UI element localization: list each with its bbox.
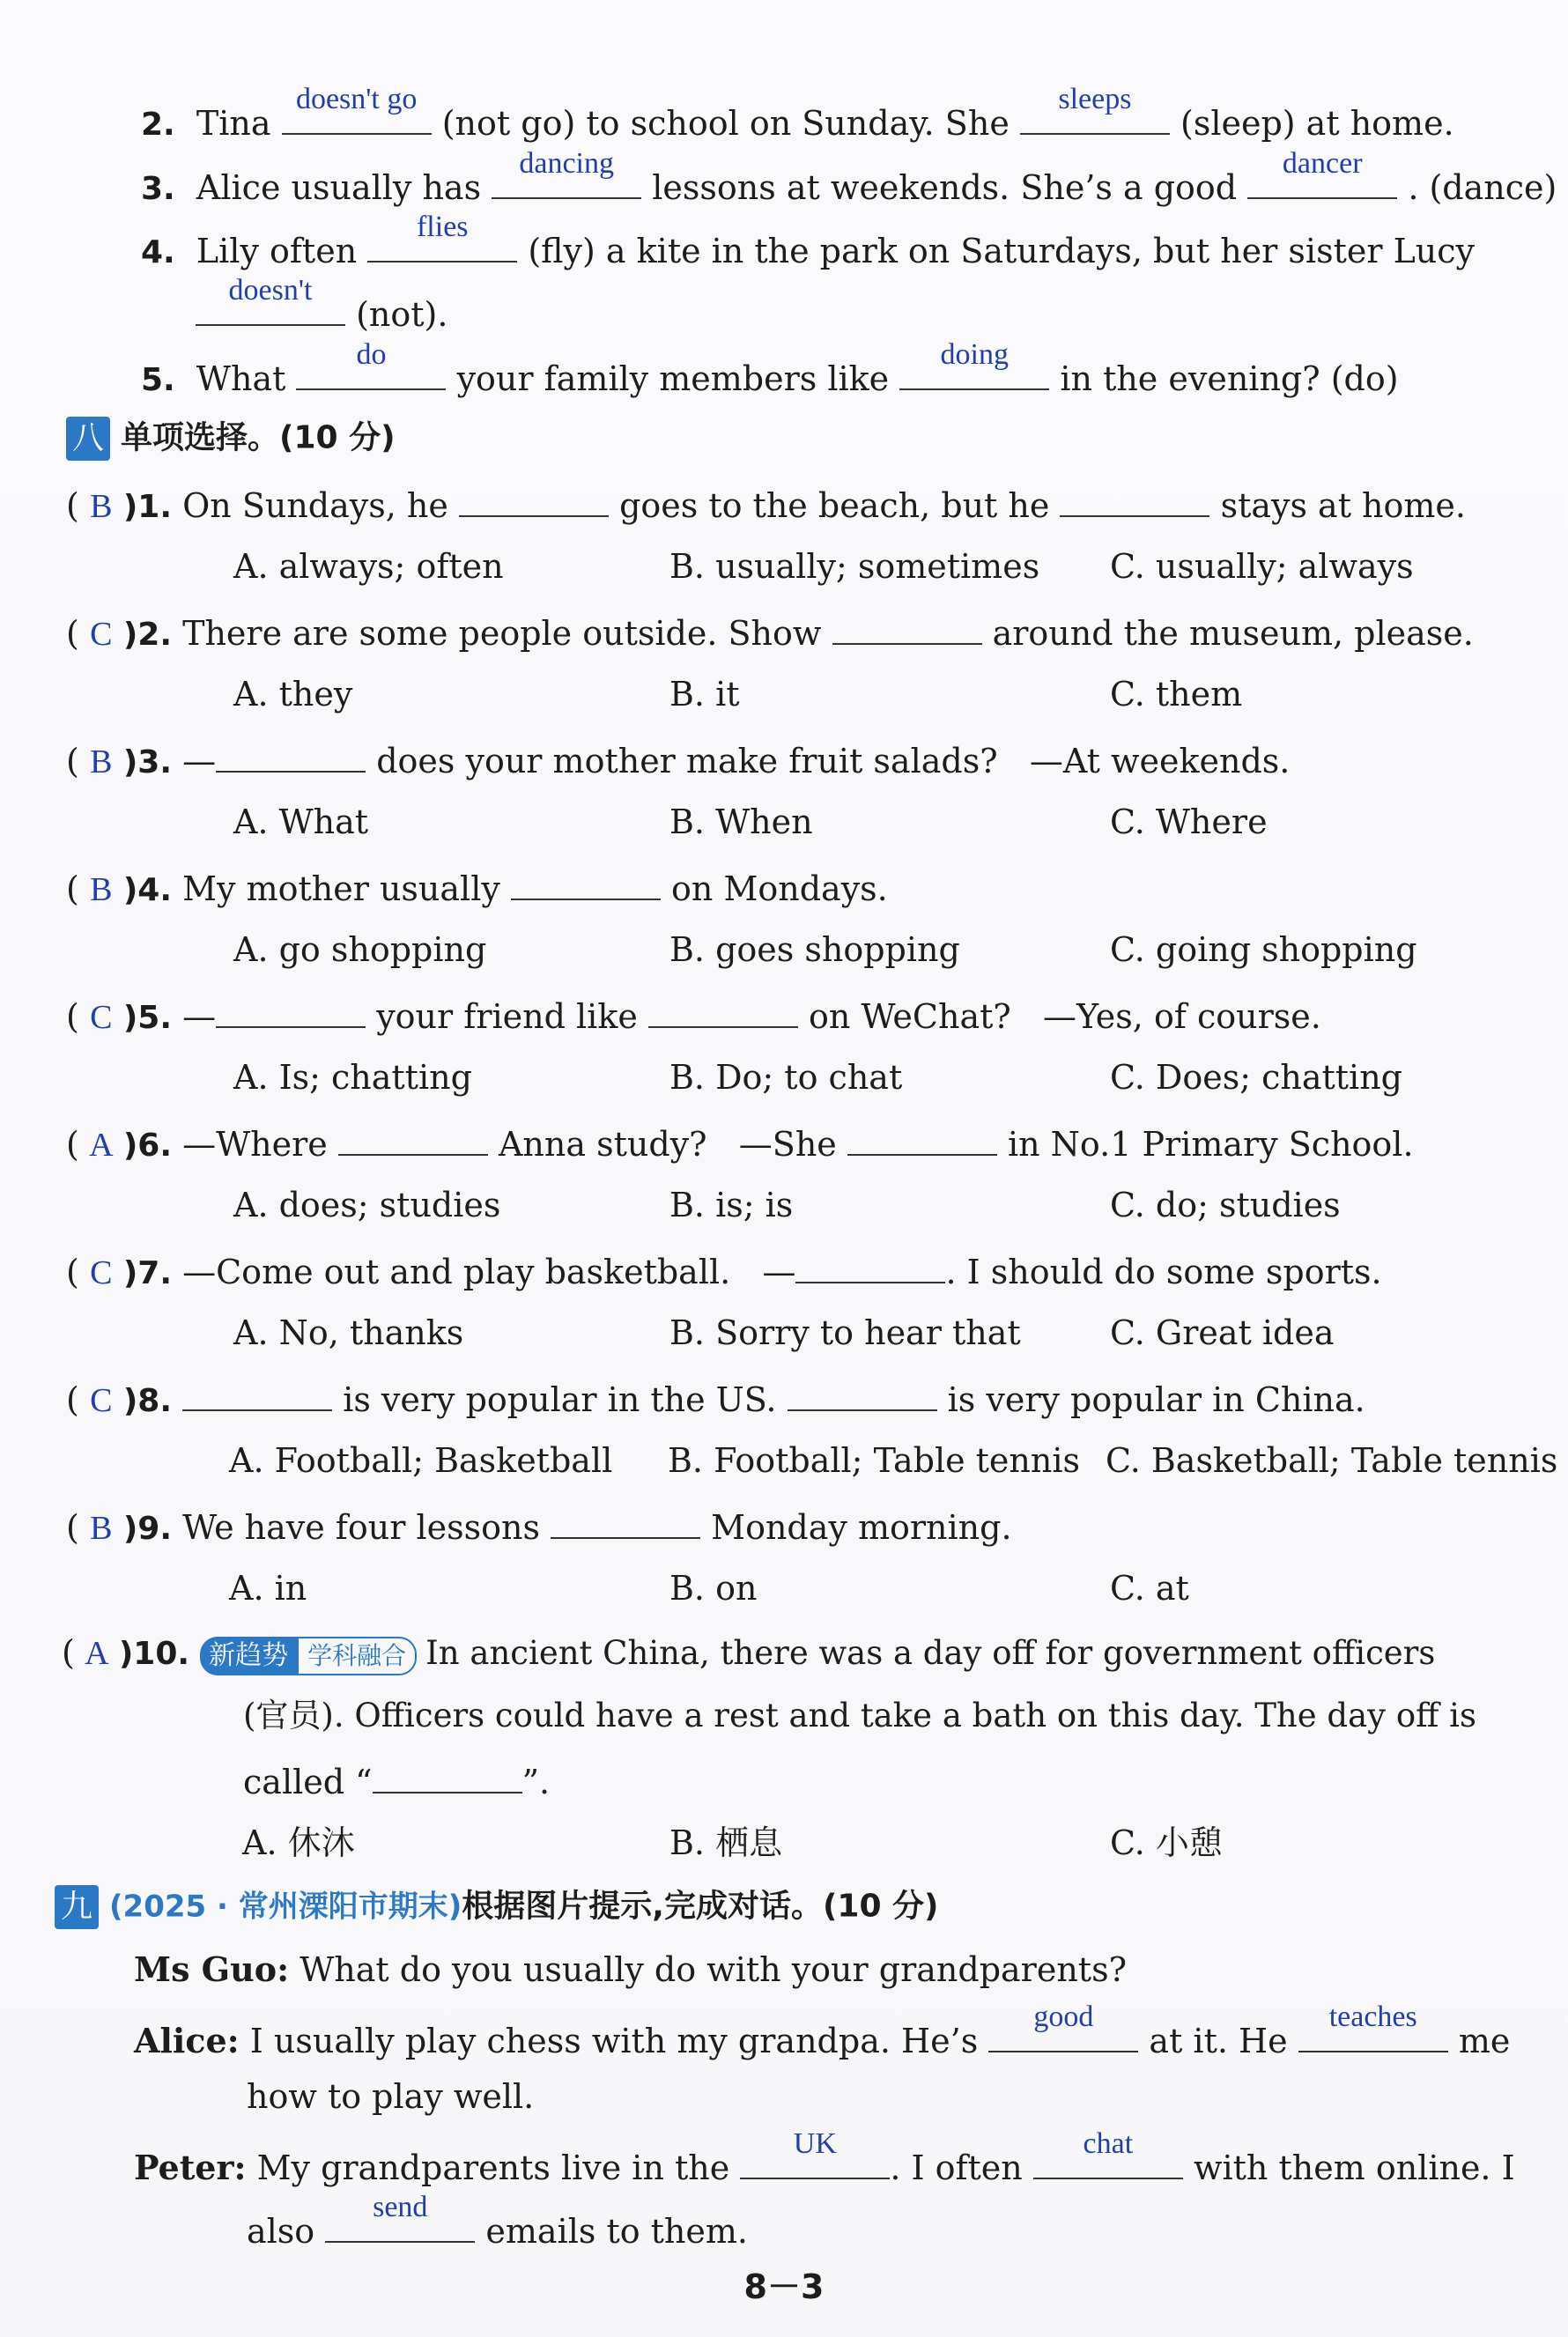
option-c: C. do; studies [1110, 1186, 1341, 1224]
answer-blank[interactable]: chat [1033, 2137, 1183, 2179]
mc-question-2: ( C )2. There are some people outside. Show around the museum, please. [66, 608, 1474, 658]
fill-q4-cont: doesn't (not). [196, 284, 447, 337]
mc-question-5: ( C )5. — your friend like on WeChat? —Yes, of course. [66, 991, 1321, 1041]
blank-line [832, 608, 982, 645]
option-c: C. at [1110, 1569, 1189, 1608]
option-a: A. No, thanks [233, 1313, 464, 1352]
mc-question-10: ( A )10. 新趋势 学科融合 In ancient China, there was a day off for government officers [62, 1630, 1435, 1677]
option-b: B. Football; Table tennis [668, 1441, 1081, 1480]
option-b: B. Do; to chat [669, 1058, 903, 1097]
option-c: C. Basketball; Table tennis [1106, 1441, 1558, 1480]
option-c: C. Great idea [1110, 1313, 1335, 1352]
option-c: C. 小憩 [1110, 1823, 1223, 1862]
answer-blank[interactable]: teaches [1298, 2010, 1448, 2052]
option-b: B. is; is [669, 1186, 794, 1224]
dialogue-line-peter: Peter: My grandparents live in the UK . I often chat with them online. I [134, 2127, 1515, 2187]
blank-line [795, 1246, 945, 1283]
answer-blank[interactable]: doesn't [196, 284, 345, 326]
answer-blank[interactable]: dancing [492, 157, 641, 199]
q10-line-3: called “ ”. [243, 1756, 550, 1805]
option-a: A. in [229, 1569, 307, 1608]
page-number: 8－3 [743, 2267, 825, 2306]
section-number: 八 [66, 417, 110, 461]
option-a: A. always; often [233, 547, 504, 586]
mc-answer[interactable]: B [90, 743, 113, 780]
mc-answer[interactable]: B [90, 871, 113, 908]
mc-question-8: ( C )8. is very popular in the US. is very popular in China. [66, 1374, 1365, 1424]
fill-q4: 4. Lily often flies (fly) a kite in the park on Saturdays, but her sister Lucy [141, 211, 1476, 270]
blank-line [648, 991, 798, 1028]
option-b: B. Sorry to hear that [669, 1313, 1021, 1352]
mc-answer[interactable]: A [89, 1127, 114, 1164]
q10-line-2: (官员). Officers could have a rest and take a bath on this day. The day off is [243, 1697, 1476, 1734]
section-title: 单项选择。(10 分) [121, 419, 396, 456]
option-a: A. they [233, 675, 353, 714]
mc-question-4: ( B )4. My mother usually on Mondays. [66, 863, 888, 913]
blank-line [216, 736, 366, 773]
blank-line [182, 1374, 332, 1411]
mc-answer[interactable]: C [90, 999, 113, 1036]
option-b: B. on [669, 1569, 758, 1608]
section-8-header [66, 412, 396, 462]
answer-blank[interactable]: send [325, 2200, 475, 2243]
answer-blank[interactable]: good [988, 2010, 1138, 2052]
mc-answer[interactable]: C [90, 616, 113, 653]
option-a: A. Is; chatting [233, 1058, 472, 1097]
option-b: B. usually; sometimes [669, 547, 1040, 586]
fill-q5: 5. What do your family members like doing in the evening? (do) [141, 338, 1399, 398]
option-c: C. Where [1110, 802, 1268, 841]
option-a: A. does; studies [233, 1186, 501, 1224]
option-b: B. goes shopping [669, 930, 960, 969]
mc-question-6: ( A )6. —Where Anna study? —She in No.1 Primary School. [66, 1119, 1414, 1169]
answer-blank[interactable]: doesn't go [282, 92, 432, 135]
mc-answer[interactable]: C [90, 1254, 113, 1291]
mc-question-9: ( B )9. We have four lessons Monday morning. [66, 1502, 1012, 1552]
mc-answer[interactable]: A [85, 1635, 109, 1672]
option-a: A. What [233, 802, 369, 841]
blank-line [847, 1119, 997, 1156]
blank-line [551, 1502, 700, 1539]
option-a: A. go shopping [233, 930, 487, 969]
trend-tag: 新趋势 [200, 1637, 297, 1675]
option-b: B. When [669, 802, 813, 841]
blank-line [373, 1756, 522, 1793]
answer-blank[interactable]: doing [899, 348, 1049, 390]
subject-tag: 学科融合 [297, 1637, 417, 1675]
answer-blank[interactable]: do [296, 348, 446, 390]
blank-line [1060, 480, 1209, 517]
answer-blank[interactable]: sleeps [1020, 92, 1170, 135]
mc-answer[interactable]: B [90, 488, 113, 525]
blank-line [788, 1374, 937, 1411]
option-a: A. Football; Basketball [229, 1441, 613, 1480]
section-9-header [55, 1881, 939, 1930]
section-number: 九 [55, 1885, 99, 1929]
option-c: C. them [1110, 675, 1243, 714]
option-c: C. going shopping [1110, 930, 1417, 969]
section-source: (2025 · 常州溧阳市期末) [109, 1889, 462, 1925]
mc-question-3: ( B )3. — does your mother make fruit salads? —At weekends. [66, 736, 1290, 786]
blank-line [338, 1119, 488, 1156]
dialogue-line-alice: Alice: I usually play chess with my grandpa. He’s good at it. He teaches me [134, 2001, 1511, 2060]
fill-q2: 2. Tina doesn't go (not go) to school on Sunday. She sleeps (sleep) at home. [141, 83, 1454, 143]
dialogue-line-peter-cont: also send emails to them. [247, 2191, 749, 2251]
blank-line [459, 480, 609, 517]
option-b: B. it [669, 675, 740, 714]
mc-answer[interactable]: B [90, 1510, 113, 1547]
blank-line [511, 863, 661, 900]
speaker-label: Ms Guo: [134, 1949, 290, 1989]
dialogue-line-alice-cont: how to play well. [247, 2077, 535, 2116]
option-c: C. Does; chatting [1110, 1058, 1402, 1097]
blank-line [216, 991, 366, 1028]
section-title: 根据图片提示,完成对话。(10 分) [462, 1888, 939, 1925]
option-c: C. usually; always [1110, 547, 1414, 586]
option-b: B. 栖息 [669, 1823, 783, 1862]
fill-q3: 3. Alice usually has dancing lessons at weekends. She’s a good dancer . (dance) [141, 147, 1557, 207]
answer-blank[interactable]: UK [740, 2137, 890, 2179]
mc-question-1: ( B )1. On Sundays, he goes to the beach, but he stays at home. [66, 480, 1466, 530]
answer-blank[interactable]: dancer [1247, 157, 1397, 199]
option-a: A. 休沐 [242, 1823, 355, 1862]
speaker-label: Peter: [134, 2148, 247, 2187]
mc-answer[interactable]: C [90, 1382, 113, 1419]
mc-question-7: ( C )7. —Come out and play basketball. — . I should do some sports. [66, 1246, 1382, 1297]
dialogue-line-ms-guo: Ms Guo: What do you usually do with your grandparents? [134, 1949, 1127, 1989]
speaker-label: Alice: [134, 2021, 240, 2060]
answer-blank[interactable]: flies [367, 220, 517, 263]
